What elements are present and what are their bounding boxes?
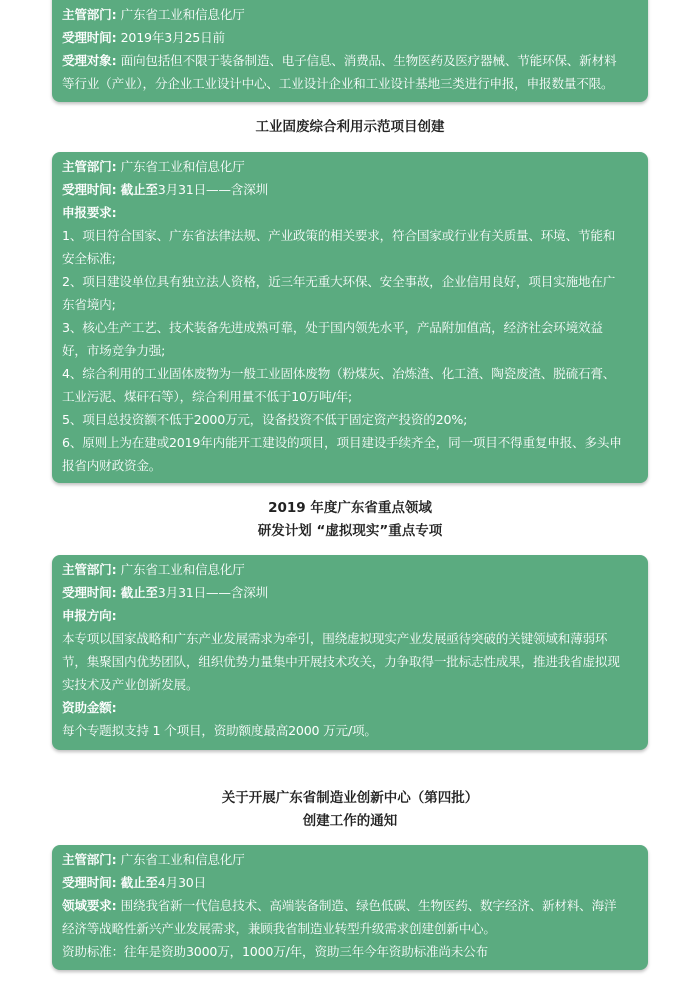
field-label: 主管部门: bbox=[62, 7, 121, 22]
card-line bbox=[62, 270, 638, 293]
field-value: 1、项目符合国家、广东省法律法规、产业政策的相关要求，符合国家或行业有关质量、环境、节能和 bbox=[62, 228, 616, 243]
field-value: 好，市场竞争力强; bbox=[62, 343, 166, 358]
field-value: 3月31日——含深圳 bbox=[157, 585, 268, 600]
field-label: 申报方向: bbox=[62, 608, 117, 623]
field-value: 报省内财政资金。 bbox=[62, 458, 162, 473]
section-title: 2019 年度广东省重点领域 bbox=[268, 500, 432, 516]
info-card bbox=[52, 152, 648, 483]
card-line bbox=[62, 316, 638, 339]
section-title: 工业固废综合利用示范项目创建 bbox=[255, 119, 445, 135]
field-label: 主管部门: bbox=[62, 852, 121, 867]
field-value: 2019年3月25日前 bbox=[120, 30, 225, 45]
info-card bbox=[52, 845, 648, 970]
card-line bbox=[62, 627, 638, 650]
field-value: 广东省工业和信息化厅 bbox=[120, 7, 245, 22]
field-label: 资助金额: bbox=[62, 700, 117, 715]
field-value: 广东省工业和信息化厅 bbox=[120, 562, 245, 577]
field-value: 面向包括但不限于装备制造、电子信息、消费品、生物医药及医疗器械、节能环保、新材料 bbox=[120, 53, 617, 68]
field-value: 广东省工业和信息化厅 bbox=[120, 159, 245, 174]
field-value: 东省境内; bbox=[62, 297, 116, 312]
card-line bbox=[62, 719, 638, 742]
info-card bbox=[52, 0, 648, 102]
field-label: 受理时间: 截止至 bbox=[62, 875, 158, 890]
field-label: 受理时间: 截止至 bbox=[62, 585, 158, 600]
field-value: 节，集聚国内优势团队，组织优势力量集中开展技术攻关，力争取得一批标志性成果，推进我省虚拟现 bbox=[62, 654, 620, 669]
card-line bbox=[62, 49, 638, 72]
section-title: 创建工作的通知 bbox=[302, 813, 398, 829]
card-line bbox=[62, 696, 638, 719]
card-line bbox=[62, 558, 638, 581]
card-line bbox=[62, 454, 638, 477]
field-label: 领域要求: bbox=[62, 898, 121, 913]
card-line bbox=[62, 339, 638, 362]
field-value: 4、综合利用的工业固体废物为一般工业固体废物（粉煤灰、冶炼渣、化工渣、陶瓷废渣、脱硫石膏、 bbox=[62, 366, 616, 381]
card-line bbox=[62, 201, 638, 224]
field-value: 3月31日——含深圳 bbox=[157, 182, 268, 197]
card-line bbox=[62, 431, 638, 454]
field-label: 受理对象: bbox=[62, 53, 121, 68]
card-line bbox=[62, 26, 638, 49]
card-line bbox=[62, 155, 638, 178]
card-line bbox=[62, 673, 638, 696]
card-line bbox=[62, 3, 638, 26]
card-line bbox=[62, 871, 638, 894]
field-value: 经济等战略性新兴产业发展需求，兼顾我省制造业转型升级需求创建创新中心。 bbox=[62, 921, 496, 936]
card-line bbox=[62, 650, 638, 673]
field-value: 5、项目总投资额不低于2000万元，设备投资不低于固定资产投资的20%; bbox=[62, 412, 468, 427]
card-line bbox=[62, 72, 638, 95]
field-label: 申报要求: bbox=[62, 205, 117, 220]
section-title: 研发计划 “虚拟现实”重点专项 bbox=[257, 523, 443, 539]
card-line bbox=[62, 848, 638, 871]
field-value: 广东省工业和信息化厅 bbox=[120, 852, 245, 867]
field-value: 实技术及产业创新发展。 bbox=[62, 677, 199, 692]
card-line bbox=[62, 224, 638, 247]
field-value: 4月30日 bbox=[157, 875, 207, 890]
card-line bbox=[62, 362, 638, 385]
card-line bbox=[62, 385, 638, 408]
card-line bbox=[62, 894, 638, 917]
card-line bbox=[62, 293, 638, 316]
card-line bbox=[62, 917, 638, 940]
card-line bbox=[62, 604, 638, 627]
info-card bbox=[52, 555, 648, 750]
section-title: 关于开展广东省制造业创新中心（第四批） bbox=[221, 790, 479, 806]
card-line bbox=[62, 940, 638, 963]
field-value: 工业污泥、煤矸石等），综合利用量不低于10万吨/年; bbox=[62, 389, 353, 404]
field-value: 资助标准：往年是资助3000万，1000万/年，资助三年今年资助标准尚未公布 bbox=[62, 944, 488, 959]
field-value: 安全标准; bbox=[62, 251, 116, 266]
field-label: 受理时间: bbox=[62, 30, 121, 45]
field-value: 每个专题拟支持 1 个项目，资助额度最高2000 万元/项。 bbox=[62, 723, 377, 738]
field-value: 等行业（产业），分企业工业设计中心、工业设计企业和工业设计基地三类进行申报，申报数量不限。 bbox=[62, 76, 614, 91]
card-line bbox=[62, 408, 638, 431]
field-value: 6、原则上为在建或2019年内能开工建设的项目，项目建设手续齐全，同一项目不得重复申报、多头申 bbox=[62, 435, 622, 450]
field-value: 3、核心生产工艺、技术装备先进成熟可靠，处于国内领先水平，产品附加值高，经济社会环境效益 bbox=[62, 320, 603, 335]
card-line bbox=[62, 581, 638, 604]
field-value: 本专项以国家战略和广东产业发展需求为牵引，围绕虚拟现实产业发展亟待突破的关键领域和薄弱环 bbox=[62, 631, 608, 646]
field-label: 主管部门: bbox=[62, 159, 121, 174]
field-value: 围绕我省新一代信息技术、高端装备制造、绿色低碳、生物医药、数字经济、新材料、海洋 bbox=[120, 898, 617, 913]
field-label: 受理时间: 截止至 bbox=[62, 182, 158, 197]
card-line bbox=[62, 247, 638, 270]
card-line bbox=[62, 178, 638, 201]
field-label: 主管部门: bbox=[62, 562, 121, 577]
field-value: 2、项目建设单位具有独立法人资格，近三年无重大环保、安全事故，企业信用良好，项目实施地在广 bbox=[62, 274, 616, 289]
